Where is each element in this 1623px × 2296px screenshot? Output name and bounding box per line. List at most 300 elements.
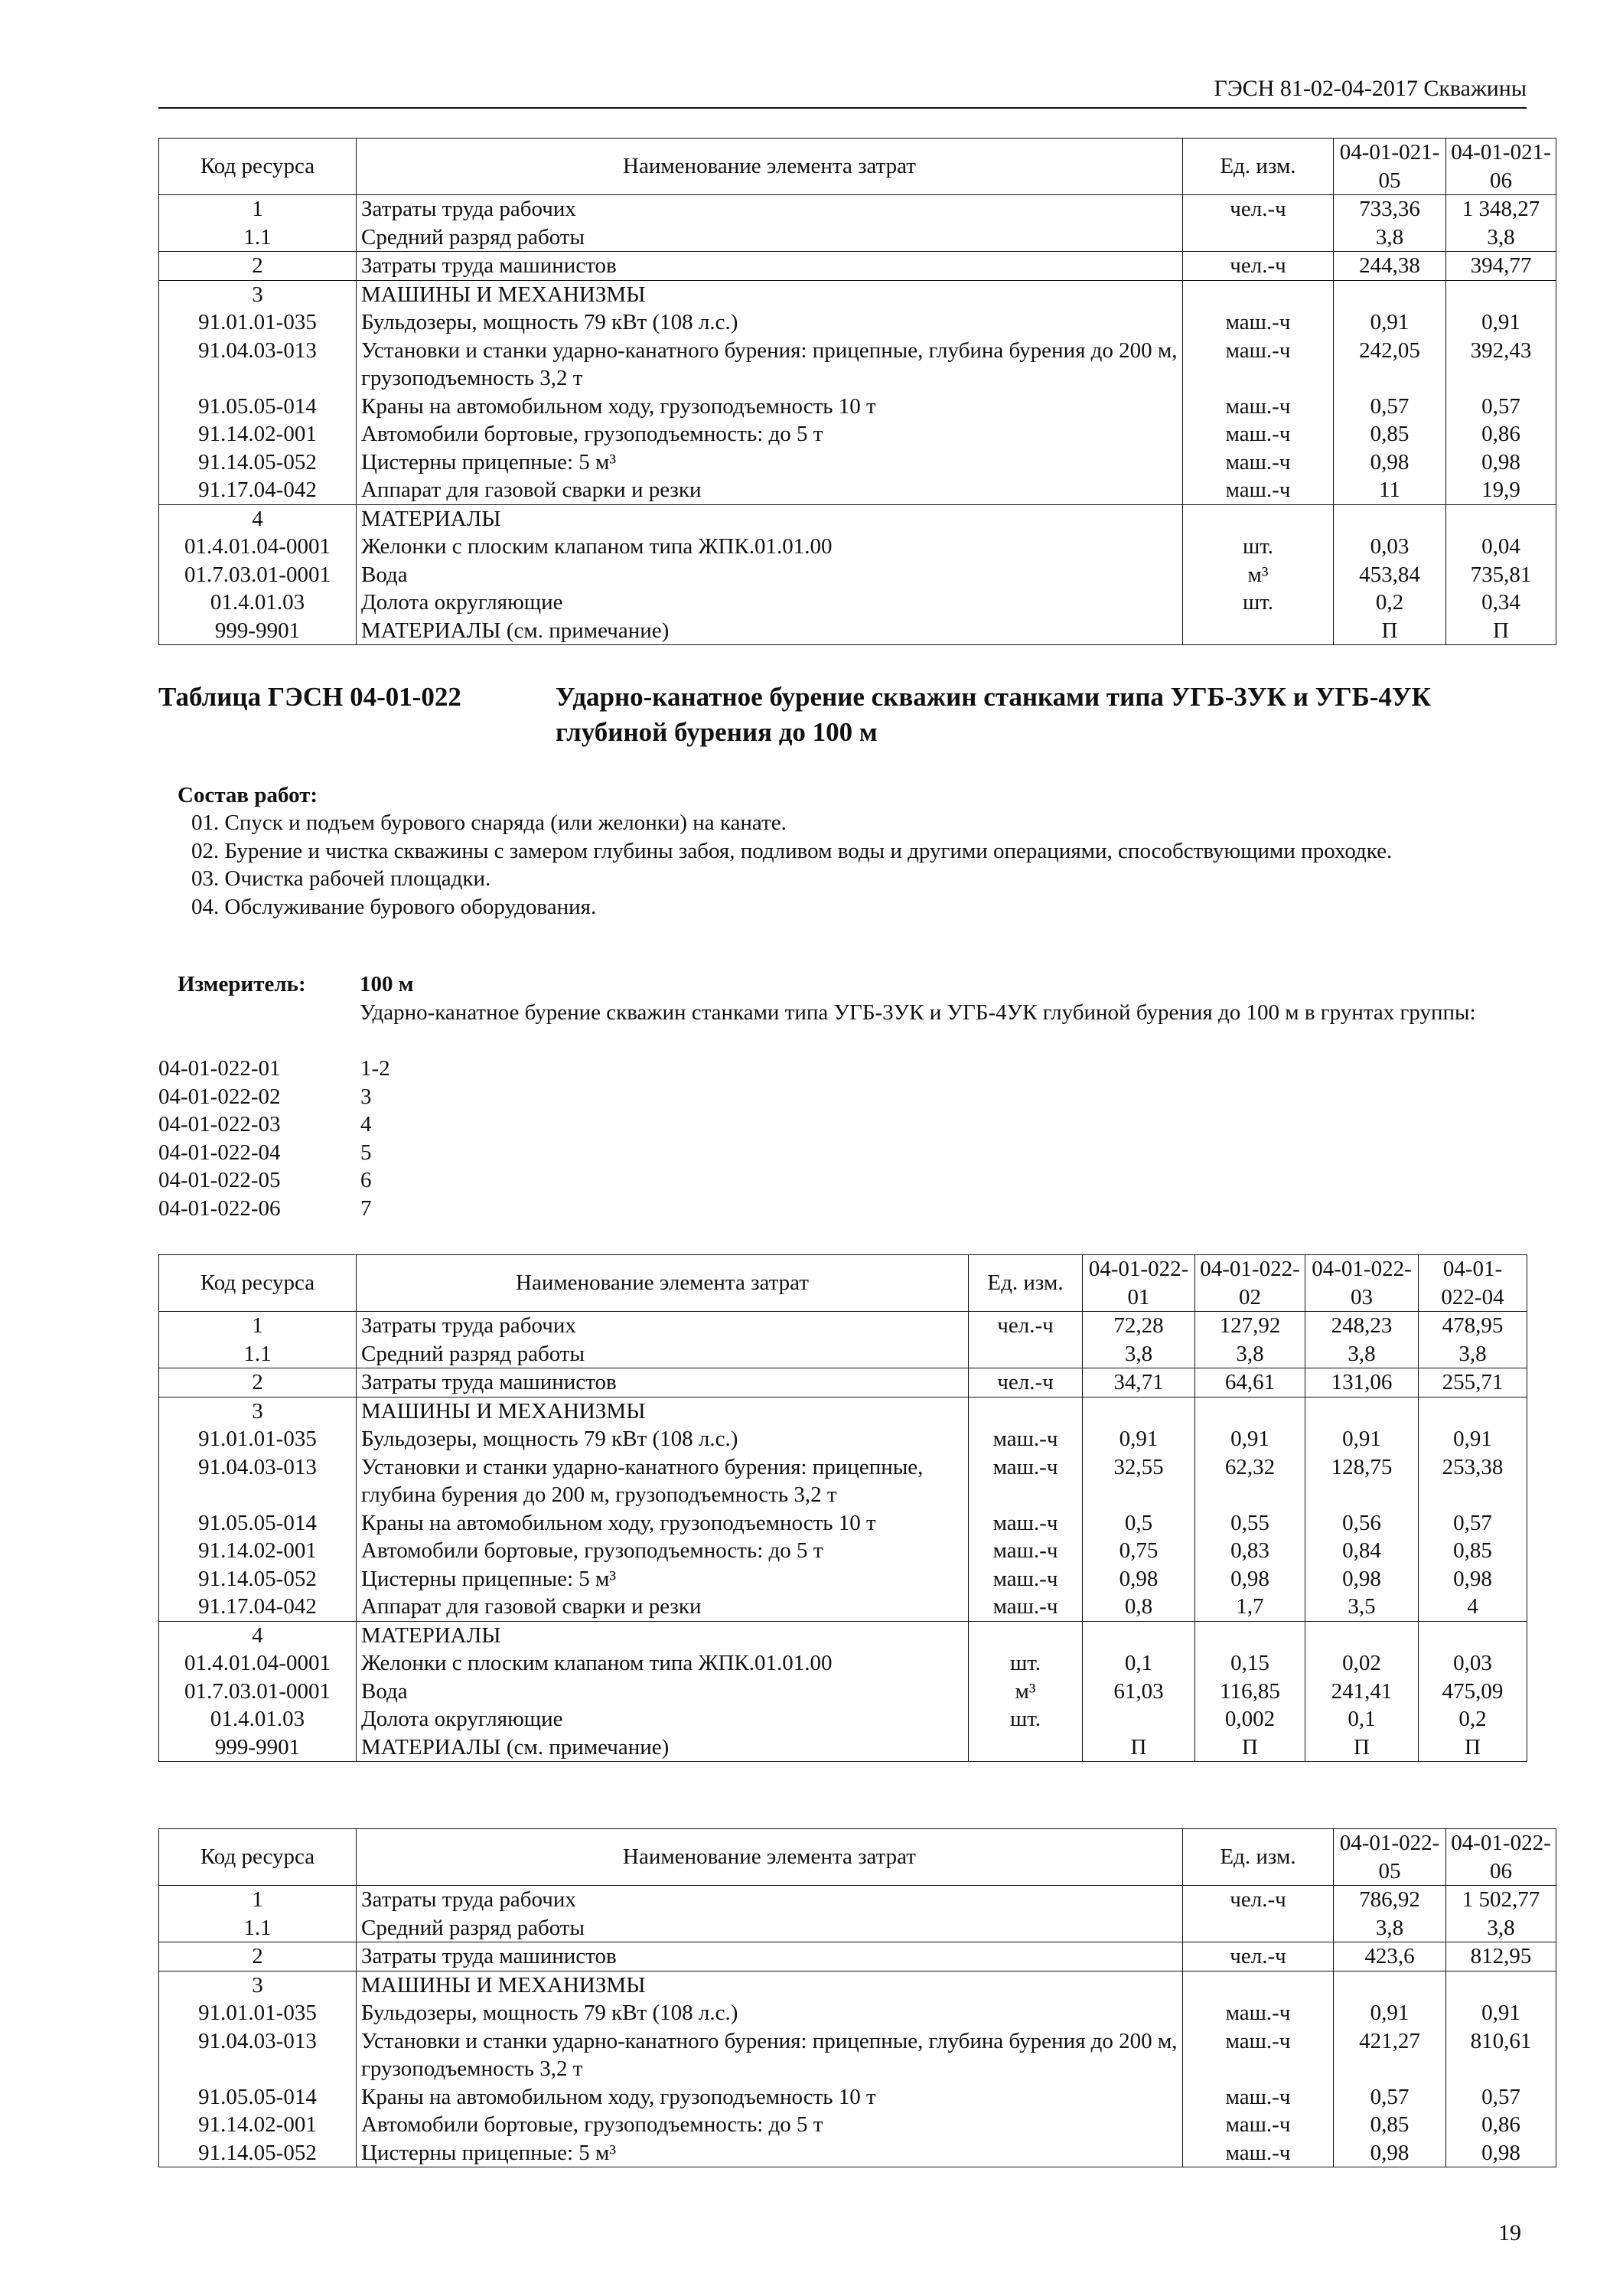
resource-unit: маш.-ч [969, 1537, 1083, 1565]
resource-unit: маш.-ч [1183, 2083, 1334, 2112]
table-name: Ударно-канатное бурение скважин станками типа УГБ-3УК и УГБ-4УК глубиной бурения до 100 м [556, 682, 1431, 747]
code-list [158, 1055, 390, 1222]
soil-group: 6 [360, 1168, 372, 1192]
table-row [159, 1621, 1527, 1649]
resource-name: Установки и станки ударно-канатного бурения: прицепные, глубина бурения до 200 м, грузоподъемность 3,2 т [357, 1453, 969, 1509]
table-row [159, 308, 1556, 337]
table-row [159, 1593, 1527, 1621]
norm-value: 244,38 [1334, 252, 1446, 281]
resource-name: Затраты труда машинистов [357, 252, 1183, 281]
resource-unit: маш.-ч [1183, 476, 1334, 504]
table-row [159, 2083, 1556, 2112]
resource-code: 91.17.04-042 [159, 476, 357, 504]
norm-value: 1,7 [1195, 1593, 1305, 1621]
header-name: Наименование элемента затрат [357, 1255, 969, 1312]
norm-value: 812,95 [1446, 1942, 1556, 1971]
resource-unit: шт. [969, 1705, 1083, 1733]
norm-value: 128,75 [1305, 1453, 1419, 1509]
norm-value: 0,91 [1446, 308, 1556, 337]
table-row [159, 1537, 1527, 1565]
resource-unit: чел.-ч [1183, 1942, 1334, 1971]
table-row [159, 1999, 1556, 2027]
header-unit: Ед. изм. [1183, 139, 1334, 195]
norm-value: 0,2 [1419, 1705, 1527, 1733]
norm-value: 0,5 [1083, 1509, 1195, 1538]
norm-value: 3,8 [1334, 223, 1446, 252]
resource-unit: маш.-ч [1183, 308, 1334, 337]
soil-group: 7 [360, 1195, 372, 1221]
resource-name: Установки и станки ударно-канатного бурения: прицепные, глубина бурения до 200 м, грузоподъемность 3,2 т [357, 2027, 1183, 2083]
resource-code: 1.1 [159, 1914, 357, 1942]
table-row [159, 252, 1556, 281]
resource-name: Автомобили бортовые, грузоподъемность: до 5 т [357, 420, 1183, 448]
resource-code: 91.14.02-001 [159, 420, 357, 448]
header-name: Наименование элемента затрат [357, 139, 1183, 195]
table-row [159, 1340, 1527, 1368]
resource-name: Вода [357, 561, 1183, 589]
resource-code: 1.1 [159, 223, 357, 252]
resource-name: Цистерны прицепные: 5 м³ [357, 2139, 1183, 2167]
table-row [159, 195, 1556, 223]
resource-name: Краны на автомобильном ходу, грузоподъемность 10 т [357, 393, 1183, 421]
resource-unit: маш.-ч [1183, 1999, 1334, 2027]
header-code: Код ресурса [159, 1255, 357, 1312]
header-rule [158, 107, 1527, 109]
norm-value: 0,98 [1195, 1565, 1305, 1593]
norm-value: 131,06 [1305, 1368, 1419, 1397]
resource-name: Вода [357, 1678, 969, 1706]
table-row [159, 1733, 1527, 1762]
norm-value [1083, 1397, 1195, 1425]
resource-code: 01.4.01.03 [159, 589, 357, 617]
norm-value: 0,83 [1195, 1537, 1305, 1565]
norm-value: 0,91 [1334, 308, 1446, 337]
norm-value: 453,84 [1334, 561, 1446, 589]
table-row [159, 1509, 1527, 1538]
code: 04-01-022-01 [158, 1056, 281, 1081]
resource-name: Затраты труда машинистов [357, 1942, 1183, 1971]
resource-name: Автомобили бортовые, грузоподъемность: до 5 т [357, 1537, 969, 1565]
header-norm-code: 04-01-022-02 [1195, 1255, 1305, 1312]
header-code: Код ресурса [159, 1829, 357, 1886]
table-row [159, 533, 1556, 561]
header-unit: Ед. изм. [1183, 1829, 1334, 1886]
resource-name: МАТЕРИАЛЫ [357, 1621, 969, 1649]
norm-value: 0,91 [1334, 1999, 1446, 2027]
resource-code: 1 [159, 195, 357, 223]
resource-name: МАШИНЫ И МЕХАНИЗМЫ [357, 1971, 1183, 1999]
norm-value: 3,5 [1305, 1593, 1419, 1621]
norm-value [1334, 280, 1446, 308]
resource-name: Аппарат для газовой сварки и резки [357, 476, 1183, 504]
table-row [159, 1312, 1527, 1340]
code: 04-01-022-05 [158, 1168, 281, 1192]
table-row [159, 561, 1556, 589]
norm-value: 127,92 [1195, 1312, 1305, 1340]
norm-value: 3,8 [1334, 1914, 1446, 1942]
resource-unit: м³ [1183, 561, 1334, 589]
table-row [159, 1971, 1556, 1999]
resource-code: 4 [159, 1621, 357, 1649]
resource-name: Затраты труда машинистов [357, 1368, 969, 1397]
norm-value: 0,86 [1446, 2111, 1556, 2139]
resource-code: 91.05.05-014 [159, 393, 357, 421]
resource-name: МАШИНЫ И МЕХАНИЗМЫ [357, 280, 1183, 308]
table-row [159, 589, 1556, 617]
norm-value [1446, 504, 1556, 533]
resource-unit: чел.-ч [1183, 195, 1334, 223]
norm-value: 423,6 [1334, 1942, 1446, 1971]
header-norm-code: 04-01-021-05 [1334, 139, 1446, 195]
norm-value: 4 [1419, 1593, 1527, 1621]
resource-unit: чел.-ч [1183, 1886, 1334, 1914]
page-number: 19 [1498, 2220, 1521, 2245]
resource-code: 91.14.05-052 [159, 2139, 357, 2167]
resource-name: МАТЕРИАЛЫ (см. примечание) [357, 1733, 969, 1762]
header-norm-code: 04-01-022-06 [1446, 1829, 1556, 1886]
resource-unit: чел.-ч [969, 1368, 1083, 1397]
composition-title: Состав работ: [178, 783, 318, 807]
table-row [159, 223, 1556, 252]
norm-value: 735,81 [1446, 561, 1556, 589]
meter-label: Измеритель: [178, 972, 306, 996]
norm-value [1305, 1621, 1419, 1649]
table-row [159, 504, 1556, 533]
norm-value: 19,9 [1446, 476, 1556, 504]
resource-name: Затраты труда рабочих [357, 1312, 969, 1340]
norm-value: 3,8 [1419, 1340, 1527, 1368]
table-row [159, 2027, 1556, 2083]
composition-item: 03. Очистка рабочей площадки. [191, 866, 491, 891]
resource-code: 999-9901 [159, 1733, 357, 1762]
resource-unit [1183, 1971, 1334, 1999]
resource-code: 3 [159, 280, 357, 308]
resource-code: 91.04.03-013 [159, 2027, 357, 2083]
resource-code: 1.1 [159, 1340, 357, 1368]
resource-code: 91.14.02-001 [159, 1537, 357, 1565]
code-row [158, 1083, 390, 1111]
norm-value: 11 [1334, 476, 1446, 504]
norm-value: 0,002 [1195, 1705, 1305, 1733]
resource-unit [969, 1397, 1083, 1425]
resource-unit: шт. [1183, 533, 1334, 561]
resource-name: Цистерны прицепные: 5 м³ [357, 448, 1183, 477]
resource-unit: маш.-ч [1183, 2027, 1334, 2083]
code-row [158, 1055, 390, 1083]
norm-value: 0,98 [1334, 2139, 1446, 2167]
header-norm-code: 04-01-022-03 [1305, 1255, 1419, 1312]
resource-name: Желонки с плоским клапаном типа ЖПК.01.01.00 [357, 1649, 969, 1678]
resource-unit: маш.-ч [969, 1565, 1083, 1593]
meter-block [360, 970, 1538, 1026]
resource-unit: чел.-ч [1183, 252, 1334, 281]
norm-value [1334, 1971, 1446, 1999]
resource-code: 01.7.03.01-0001 [159, 561, 357, 589]
resource-code: 91.05.05-014 [159, 1509, 357, 1538]
norm-value: 61,03 [1083, 1678, 1195, 1706]
resource-code: 91.01.01-035 [159, 1425, 357, 1453]
resource-unit: чел.-ч [969, 1312, 1083, 1340]
norm-value: 478,95 [1419, 1312, 1527, 1340]
resource-name: Краны на автомобильном ходу, грузоподъемность 10 т [357, 2083, 1183, 2112]
resource-name: Краны на автомобильном ходу, грузоподъемность 10 т [357, 1509, 969, 1538]
resource-code: 91.04.03-013 [159, 1453, 357, 1509]
norm-value: 0,98 [1419, 1565, 1527, 1593]
resource-name: Бульдозеры, мощность 79 кВт (108 л.с.) [357, 1425, 969, 1453]
resource-code: 91.14.05-052 [159, 1565, 357, 1593]
norm-value: 786,92 [1334, 1886, 1446, 1914]
resource-unit: шт. [1183, 589, 1334, 617]
norm-value: 0,98 [1446, 2139, 1556, 2167]
meter-description: Ударно-канатное бурение скважин станками типа УГБ-3УК и УГБ-4УК глубиной бурения до 100 м в грунтах группы: [360, 1000, 1476, 1025]
norm-value: 3,8 [1305, 1340, 1419, 1368]
resource-unit [1183, 223, 1334, 252]
resource-name: Цистерны прицепные: 5 м³ [357, 1565, 969, 1593]
norm-value: 0,56 [1305, 1509, 1419, 1538]
resource-unit [1183, 504, 1334, 533]
norm-value: 0,91 [1195, 1425, 1305, 1453]
table-row [159, 1425, 1527, 1453]
resource-table-021 [158, 138, 1556, 645]
table-row [159, 1368, 1527, 1397]
resource-code: 3 [159, 1397, 357, 1425]
resource-name: МАШИНЫ И МЕХАНИЗМЫ [357, 1397, 969, 1425]
header-norm-code: 04-01-022-05 [1334, 1829, 1446, 1886]
norm-value: 0,98 [1446, 448, 1556, 477]
norm-value: 0,57 [1419, 1509, 1527, 1538]
resource-code: 91.05.05-014 [159, 2083, 357, 2112]
composition-item: 02. Бурение и чистка скважины с замером глубины забоя, подливом воды и другими операциями, способствующими проходке. [191, 838, 1393, 863]
norm-value: 242,05 [1334, 337, 1446, 393]
header-norm-code: 04-01-021-06 [1446, 139, 1556, 195]
norm-value: 255,71 [1419, 1368, 1527, 1397]
resource-code: 01.4.01.04-0001 [159, 533, 357, 561]
resource-code: 01.4.01.03 [159, 1705, 357, 1733]
norm-value: 0,85 [1419, 1537, 1527, 1565]
resource-code: 91.14.02-001 [159, 2111, 357, 2139]
norm-value: 248,23 [1305, 1312, 1419, 1340]
resource-name: Установки и станки ударно-канатного бурения: прицепные, глубина бурения до 200 м, грузоподъемность 3,2 т [357, 337, 1183, 393]
norm-value: 0,91 [1305, 1425, 1419, 1453]
table-row [159, 1397, 1527, 1425]
table-row [159, 1705, 1527, 1733]
table-row [159, 1886, 1556, 1914]
norm-value [1419, 1397, 1527, 1425]
norm-value: 116,85 [1195, 1678, 1305, 1706]
resource-unit: маш.-ч [1183, 420, 1334, 448]
header-code: Код ресурса [159, 139, 357, 195]
norm-value: 0,91 [1446, 1999, 1556, 2027]
norm-value: П [1083, 1733, 1195, 1762]
soil-group: 1-2 [360, 1056, 390, 1081]
table-row [159, 1453, 1527, 1509]
norm-value: 0,98 [1334, 448, 1446, 477]
norm-value: 0,8 [1083, 1593, 1195, 1621]
resource-unit: маш.-ч [969, 1593, 1083, 1621]
norm-value: 0,03 [1419, 1649, 1527, 1678]
norm-value: 0,15 [1195, 1649, 1305, 1678]
norm-value: 0,86 [1446, 420, 1556, 448]
table-row [159, 1565, 1527, 1593]
resource-name: Средний разряд работы [357, 1914, 1183, 1942]
resource-table-022-a [158, 1254, 1527, 1762]
norm-value: П [1334, 617, 1446, 645]
code-row [158, 1195, 390, 1223]
resource-unit [969, 1621, 1083, 1649]
norm-value [1305, 1397, 1419, 1425]
header-unit: Ед. изм. [969, 1255, 1083, 1312]
resource-code: 999-9901 [159, 617, 357, 645]
norm-value [1419, 1621, 1527, 1649]
norm-value: 0,1 [1083, 1649, 1195, 1678]
resource-name: Средний разряд работы [357, 1340, 969, 1368]
resource-unit [969, 1340, 1083, 1368]
header-norm-code: 04-01-022-01 [1083, 1255, 1195, 1312]
resource-unit: маш.-ч [969, 1453, 1083, 1509]
resource-unit: м³ [969, 1678, 1083, 1706]
norm-value: 241,41 [1305, 1678, 1419, 1706]
norm-value: 0,34 [1446, 589, 1556, 617]
resource-code: 91.14.05-052 [159, 448, 357, 477]
resource-unit: маш.-ч [1183, 337, 1334, 393]
norm-value: 394,77 [1446, 252, 1556, 281]
resource-unit: маш.-ч [1183, 448, 1334, 477]
norm-value: 0,02 [1305, 1649, 1419, 1678]
norm-value: 64,61 [1195, 1368, 1305, 1397]
norm-value: П [1419, 1733, 1527, 1762]
resource-code: 2 [159, 252, 357, 281]
table-row [159, 2139, 1556, 2167]
norm-value: 0,57 [1334, 2083, 1446, 2112]
resource-code: 91.04.03-013 [159, 337, 357, 393]
code-row [158, 1166, 390, 1195]
resource-unit: маш.-ч [969, 1509, 1083, 1538]
norm-value: 0,85 [1334, 420, 1446, 448]
norm-value: 34,71 [1083, 1368, 1195, 1397]
resource-unit [969, 1733, 1083, 1762]
norm-value: П [1195, 1733, 1305, 1762]
table-row [159, 393, 1556, 421]
resource-name: МАТЕРИАЛЫ (см. примечание) [357, 617, 1183, 645]
resource-name: Долота округляющие [357, 1705, 969, 1733]
norm-value: 32,55 [1083, 1453, 1195, 1509]
table-row [159, 1914, 1556, 1942]
norm-value [1083, 1621, 1195, 1649]
code: 04-01-022-04 [158, 1140, 281, 1165]
norm-value: 0,03 [1334, 533, 1446, 561]
table-row [159, 1942, 1556, 1971]
norm-value: 810,61 [1446, 2027, 1556, 2083]
resource-name: МАТЕРИАЛЫ [357, 504, 1183, 533]
norm-value: 0,98 [1083, 1565, 1195, 1593]
norm-value: 1 348,27 [1446, 195, 1556, 223]
norm-value: 62,32 [1195, 1453, 1305, 1509]
norm-value: 0,98 [1305, 1565, 1419, 1593]
norm-value: 0,57 [1446, 2083, 1556, 2112]
norm-value: 0,84 [1305, 1537, 1419, 1565]
code: 04-01-022-02 [158, 1084, 281, 1109]
norm-value [1195, 1397, 1305, 1425]
resource-code: 4 [159, 504, 357, 533]
norm-value: 0,2 [1334, 589, 1446, 617]
resource-code: 91.01.01-035 [159, 308, 357, 337]
resource-name: Затраты труда рабочих [357, 1886, 1183, 1914]
resource-unit: маш.-ч [969, 1425, 1083, 1453]
norm-value: 0,85 [1334, 2111, 1446, 2139]
norm-value: 0,04 [1446, 533, 1556, 561]
norm-value: 733,36 [1334, 195, 1446, 223]
table-row [159, 1649, 1527, 1678]
soil-group: 5 [360, 1140, 372, 1165]
norm-value: 0,57 [1446, 393, 1556, 421]
norm-value: 0,1 [1305, 1705, 1419, 1733]
composition-item: 04. Обслуживание бурового оборудования. [191, 894, 597, 919]
resource-code: 2 [159, 1368, 357, 1397]
code-row [158, 1139, 390, 1167]
table-row [159, 420, 1556, 448]
table-row [159, 1678, 1527, 1706]
resource-name: Желонки с плоским клапаном типа ЖПК.01.01.00 [357, 533, 1183, 561]
norm-value [1446, 280, 1556, 308]
running-header: ГЭСН 81-02-04-2017 Скважины [1214, 76, 1527, 101]
norm-value [1083, 1705, 1195, 1733]
norm-value: 475,09 [1419, 1678, 1527, 1706]
table-row [159, 448, 1556, 477]
norm-value [1334, 504, 1446, 533]
resource-unit [1183, 280, 1334, 308]
header-norm-code: 04-01-022-04 [1419, 1255, 1527, 1312]
norm-value: 392,43 [1446, 337, 1556, 393]
resource-code: 1 [159, 1886, 357, 1914]
norm-value: 3,8 [1446, 1914, 1556, 1942]
resource-code: 01.7.03.01-0001 [159, 1678, 357, 1706]
code: 04-01-022-03 [158, 1112, 281, 1137]
table-row [159, 476, 1556, 504]
soil-group: 3 [360, 1084, 372, 1109]
norm-value: 0,91 [1083, 1425, 1195, 1453]
table-row [159, 337, 1556, 393]
norm-value: П [1446, 617, 1556, 645]
resource-name: Автомобили бортовые, грузоподъемность: до 5 т [357, 2111, 1183, 2139]
table-label: Таблица ГЭСН 04-01-022 [158, 682, 461, 712]
resource-name: Бульдозеры, мощность 79 кВт (108 л.с.) [357, 308, 1183, 337]
norm-value: П [1305, 1733, 1419, 1762]
meter-value: 100 м [360, 972, 414, 996]
resource-unit: маш.-ч [1183, 2139, 1334, 2167]
resource-name: Бульдозеры, мощность 79 кВт (108 л.с.) [357, 1999, 1183, 2027]
resource-code: 91.17.04-042 [159, 1593, 357, 1621]
soil-group: 4 [360, 1112, 372, 1137]
table-row [159, 280, 1556, 308]
resource-name: Аппарат для газовой сварки и резки [357, 1593, 969, 1621]
composition-list [191, 809, 1507, 921]
norm-value: 0,55 [1195, 1509, 1305, 1538]
resource-unit: маш.-ч [1183, 393, 1334, 421]
norm-value: 72,28 [1083, 1312, 1195, 1340]
composition-item: 01. Спуск и подъем бурового снаряда (или желонки) на канате. [191, 810, 787, 835]
header-name: Наименование элемента затрат [357, 1829, 1183, 1886]
norm-value: 0,57 [1334, 393, 1446, 421]
code: 04-01-022-06 [158, 1195, 281, 1221]
resource-code: 01.4.01.04-0001 [159, 1649, 357, 1678]
norm-value: 3,8 [1083, 1340, 1195, 1368]
table-row [159, 617, 1556, 645]
resource-name: Долота округляющие [357, 589, 1183, 617]
resource-code: 3 [159, 1971, 357, 1999]
norm-value: 3,8 [1446, 223, 1556, 252]
norm-value [1446, 1971, 1556, 1999]
code-row [158, 1110, 390, 1139]
